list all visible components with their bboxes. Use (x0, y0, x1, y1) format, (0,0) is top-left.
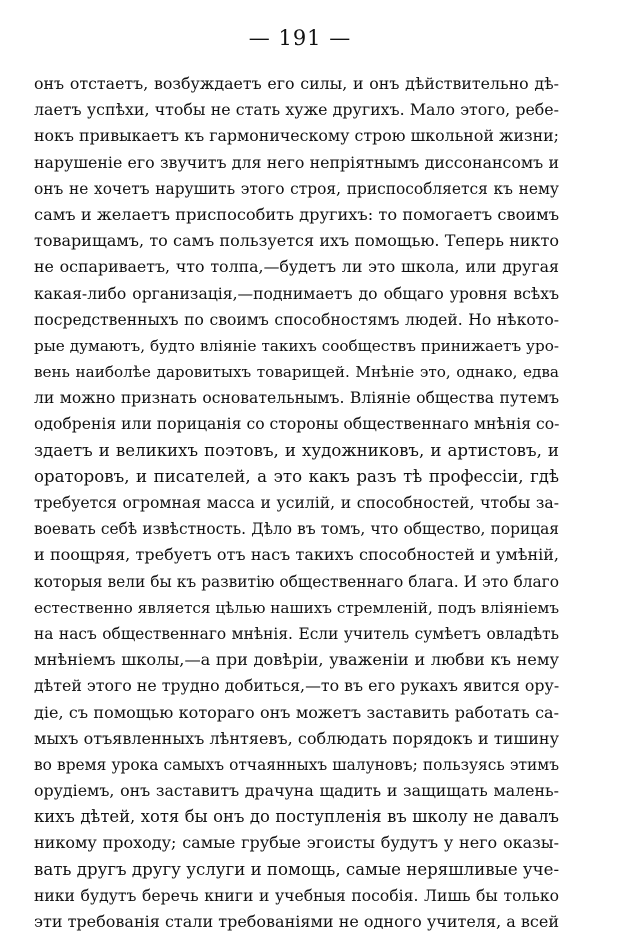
text-line: вать другъ другу услуги и помощь, самые неряшливые учe- (34, 859, 559, 879)
text-line: во время урока самыхъ отчаянныхъ шалуновъ; пользуясь этимъ (34, 755, 559, 774)
text-line: ли можно признать основательнымъ. Влiянiе общества путемъ (34, 389, 559, 408)
text-line: онъ отстаетъ, возбуждаетъ его силы, и онъ дѣйствительно дѣ- (34, 74, 559, 93)
text-line: одобренiя или порицанiя со стороны общественнаго мнѣнiя со- (34, 415, 559, 434)
text-line: нокъ привыкаетъ къ гармоническому строю школьной жизни; (34, 126, 559, 146)
text-line: онъ не хочетъ нарушить этого строя, приспособляется къ нему (34, 179, 559, 198)
text-line: кихъ дѣтей, хотя бы онъ до поступленiя въ школу не давалъ (34, 807, 559, 827)
text-line: ораторовъ, и писателей, а это какъ разъ тѣ профессiи, гдѣ (34, 466, 559, 486)
text-line: не оспариваетъ, что толпа,—будетъ ли это школа, или другая (34, 257, 559, 277)
page-number-header: — 191 — (248, 26, 352, 50)
text-line: мнѣнiемъ школы,—а при довѣрiи, уваженiи и любви къ нему (34, 650, 559, 670)
text-line: требуется огромная масса и усилiй, и способностей, чтобы за- (34, 494, 559, 512)
text-line: здаетъ и великихъ поэтовъ, и художниковъ, и артистовъ, и (34, 440, 559, 460)
text-line: дiе, съ помощью котораго онъ можетъ заставить работать са- (34, 702, 559, 722)
text-line: ники будутъ беречь книги и учебныя пособiя. Лишь бы только (34, 886, 559, 905)
text-line: вень наиболѣе даровитыхъ товарищей. Мнѣнiе это, однако, едва (34, 363, 559, 382)
text-line: рые думаютъ, будто влiянiе такихъ сообществъ принижаетъ уро- (34, 336, 559, 355)
text-line: которыя вели бы къ развитiю общественнаго блага. И это благо (34, 572, 559, 591)
text-line: никому проходу; самые грубые эгоисты будутъ у него оказы- (34, 833, 559, 853)
text-line: какая-либо организацiя,—поднимаетъ до общаго уровня всѣхъ (34, 284, 559, 303)
text-line: посредственныхъ по своимъ способностямъ людей. Но нѣкото- (34, 310, 559, 329)
text-line: дѣтей этого не трудно добиться,—то въ его рукахъ явится ору- (34, 676, 559, 696)
body-text (34, 71, 559, 935)
text-line: нарушенiе его звучитъ для него непрiятнымъ диссонансомъ и (34, 152, 559, 172)
text-line: на насъ общественнаго мнѣнiя. Если учитель сумѣетъ овладѣть (34, 624, 559, 643)
text-line: эти требованiя стали требованiями не одного учителя, а всей (34, 912, 559, 931)
text-line: мыхъ отъявленныхъ лѣнтяевъ, соблюдать порядокъ и тишину (34, 728, 559, 748)
text-line: естественно является цѣлью нашихъ стремленiй, подъ влiянiемъ (34, 598, 559, 617)
text-line: лаетъ успѣхи, чтобы не стать хуже другихъ. Мало этого, ребе- (34, 100, 559, 120)
text-line: и поощряя, требуетъ отъ насъ такихъ способностей и умѣнiй, (34, 545, 559, 565)
text-line: воевать себѣ извѣстность. Дѣло въ томъ, что общество, порицая (34, 520, 559, 539)
text-line: самъ и желаетъ приспособить другихъ: то помогаетъ своимъ (34, 204, 559, 224)
text-line: товарищамъ, то самъ пользуется ихъ помощью. Теперь никто (34, 231, 559, 251)
text-line: орудiемъ, онъ заставитъ драчуна щадить и защищать малень- (34, 781, 559, 801)
